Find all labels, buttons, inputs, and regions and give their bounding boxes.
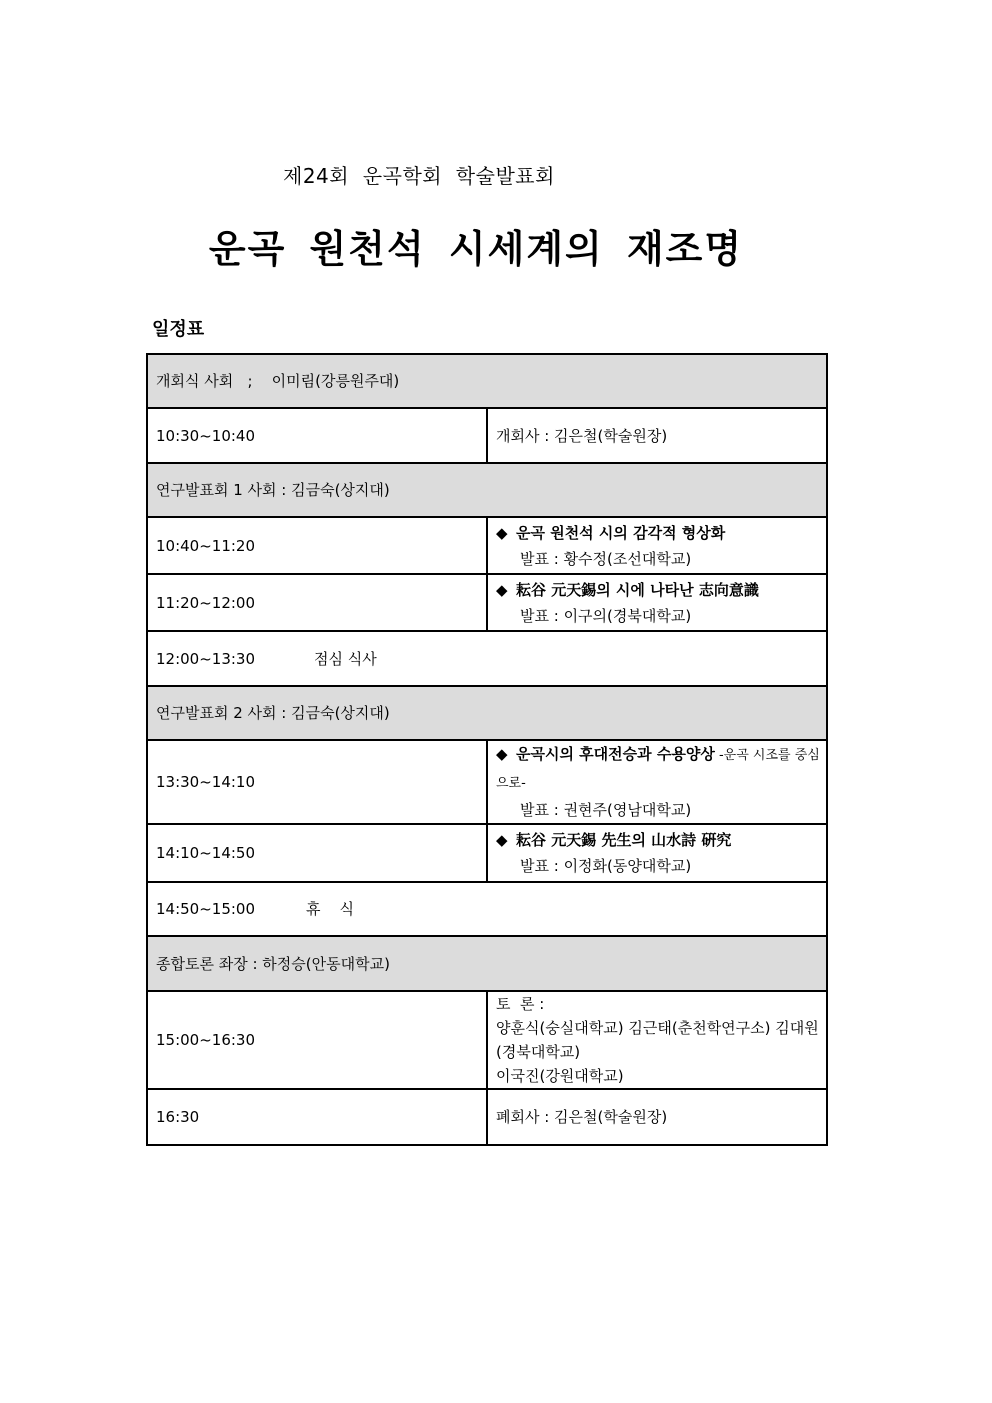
discussants-line2: 이국진(강원대학교) (496, 1067, 624, 1085)
table-row-discussion-header (147, 936, 827, 991)
discussion-label: 토 론 : (496, 995, 545, 1013)
content-cell (487, 740, 827, 824)
section-label-schedule: 일정표 (152, 319, 205, 340)
time-cell: 10:40~11:20 (147, 517, 487, 574)
table-row (147, 991, 827, 1089)
presenter: 발표 : 권현주(영남대학교) (520, 801, 692, 819)
conference-subtitle: 제24회 운곡학회 학술발표회 (283, 164, 555, 188)
page-title: 운곡 원천석 시세계의 재조명 (208, 227, 744, 271)
paper-title: 耘谷 元天錫의 시에 나타난 志向意識 (516, 580, 759, 599)
table-row-break (147, 882, 827, 936)
time-cell: 12:00~13:30 (156, 649, 256, 668)
lunch-cell (147, 631, 827, 686)
content-cell (487, 517, 827, 574)
diamond-bullet-icon: ◆ (496, 580, 508, 599)
content-cell: 점심 식사 (314, 649, 377, 668)
table-row-opening-header (147, 354, 827, 408)
content-cell (487, 824, 827, 882)
paper-title: 耘谷 元天錫 先生의 山水詩 硏究 (516, 831, 732, 849)
table-row-session2-header (147, 686, 827, 740)
presenter: 발표 : 이정화(동양대학교) (520, 857, 692, 875)
table-row (147, 824, 827, 882)
time-cell: 11:20~12:00 (147, 574, 487, 631)
session2-header: 연구발표회 2 사회 : 김금숙(상지대) (147, 686, 827, 740)
discussants-line1: 양훈식(숭실대학교) 김근태(춘천학연구소) 김대원(경북대학교) (496, 1019, 819, 1061)
content-cell: 폐회사 : 김은철(학술원장) (487, 1089, 827, 1145)
content-cell (487, 574, 827, 631)
table-row (147, 1089, 827, 1145)
table-row-lunch (147, 631, 827, 686)
content-cell: 휴 식 (306, 900, 355, 918)
schedule-table (146, 353, 828, 1146)
content-cell (487, 991, 827, 1089)
presenter: 발표 : 이구의(경북대학교) (520, 606, 692, 625)
time-cell: 15:00~16:30 (147, 991, 487, 1089)
presenter: 발표 : 황수정(조선대학교) (520, 549, 692, 568)
diamond-bullet-icon: ◆ (496, 745, 508, 763)
paper-title: 운곡 원천석 시의 감각적 형상화 (516, 523, 726, 542)
diamond-bullet-icon: ◆ (496, 831, 508, 849)
opening-ceremony-header: 개회식 사회 ; 이미림(강릉원주대) (147, 354, 827, 408)
break-cell (147, 882, 827, 936)
diamond-bullet-icon: ◆ (496, 523, 508, 542)
time-cell: 13:30~14:10 (147, 740, 487, 824)
table-row (147, 574, 827, 631)
table-row (147, 517, 827, 574)
time-cell: 14:50~15:00 (156, 900, 256, 918)
time-cell: 10:30~10:40 (147, 408, 487, 463)
paper-title: 운곡시의 후대전승과 수용양상 (516, 745, 715, 763)
paper-subtitle: -운곡 시조를 중심으로- (496, 748, 820, 791)
table-row-session1-header (147, 463, 827, 517)
table-row (147, 740, 827, 824)
session1-header: 연구발표회 1 사회 : 김금숙(상지대) (147, 463, 827, 517)
discussion-header: 종합토론 좌장 : 하정승(안동대학교) (147, 936, 827, 991)
content-cell: 개회사 : 김은철(학술원장) (487, 408, 827, 463)
time-cell: 14:10~14:50 (147, 824, 487, 882)
table-row (147, 408, 827, 463)
time-cell: 16:30 (147, 1089, 487, 1145)
